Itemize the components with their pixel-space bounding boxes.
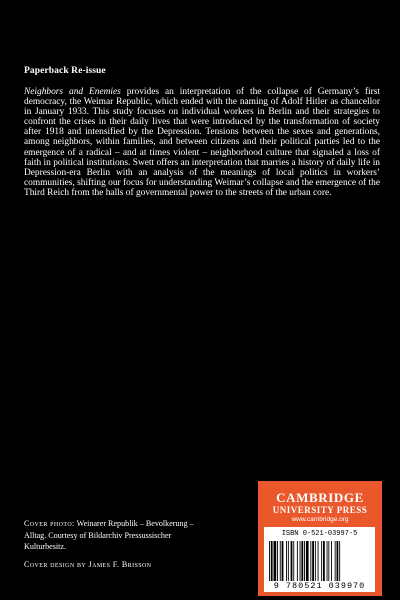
barcode-bar [312, 541, 314, 581]
barcode-bar [269, 541, 270, 581]
cover-design-credit: Cover design by James F. Brisson [24, 560, 152, 569]
barcode-bar [339, 541, 340, 581]
cover-photo-credit [24, 518, 204, 553]
barcode-bar [301, 541, 303, 581]
barcode-bar [300, 541, 301, 581]
barcode-bar [293, 541, 294, 581]
barcode-bar [280, 541, 281, 581]
barcode-number: 9 780521 039970 [273, 581, 366, 591]
barcode-bar [271, 541, 273, 581]
publisher-url: www.cambridge.org [291, 516, 349, 523]
publisher-name: CAMBRIDGE [276, 490, 364, 505]
blurb-text: provides an interpretation of the collapse of Germany’s first democracy, the Weimar Republic, which ended with the naming of Adolf Hitler as chancellor in January 1933. This study focuses on individual workers in Berlin and their strategies to confront the crises in their daily lives that were introduced by the transformation of society after 1918 and intensified by the Depression. Tensions between the sexes and generations, among neighbors, within families, and between citizens and their political parties led to the emergence of a radical – and at times violent – neighborhood culture that signaled a loss of faith in political institutions. Swett offers an interpretation that marries a history of daily life in Depression-era Berlin with an analysis of the meanings of local politics in workers’ communities, shifting our focus for understanding Weimar’s collapse and the emergence of the Third Reich from the halls of governmental power to the streets of the urban core. [24, 87, 380, 198]
barcode-bar [297, 541, 298, 581]
barcode-bar [321, 541, 322, 581]
barcode-image [269, 541, 370, 581]
barcode-bar [328, 541, 329, 581]
barcode-bar [306, 541, 309, 581]
barcode-bar [286, 541, 287, 581]
barcode-bar [331, 541, 332, 581]
barcode-bar [282, 541, 284, 581]
barcode-bar [318, 541, 319, 581]
barcode-panel [264, 527, 375, 592]
barcode-bar [327, 541, 328, 581]
barcode-bar [335, 541, 336, 581]
barcode-bar [274, 541, 277, 581]
isbn-text: ISBN 0-521-03997-5 [281, 530, 358, 538]
reissue-label: Paperback Re-issue [24, 66, 106, 76]
book-title-italic: Neighbors and Enemies [24, 87, 121, 97]
cover-photo-label: Cover photo: [24, 519, 75, 528]
barcode-bar [337, 541, 339, 581]
barcode-bar [315, 541, 316, 581]
barcode-bar [310, 541, 311, 581]
barcode-bar [304, 541, 305, 581]
publisher-subtitle: UNIVERSITY PRESS [272, 505, 368, 515]
blurb-paragraph [24, 87, 380, 198]
cover-photo-text: Weinarer Republik – Bevolkerung – Alltag. Courtesy of Bildarchiv Pressussischer Kulturbesitz. [24, 519, 194, 551]
barcode-bar [277, 541, 278, 581]
barcode-bar [323, 541, 325, 581]
barcode-bar [288, 541, 289, 581]
barcode-bar [291, 541, 293, 581]
